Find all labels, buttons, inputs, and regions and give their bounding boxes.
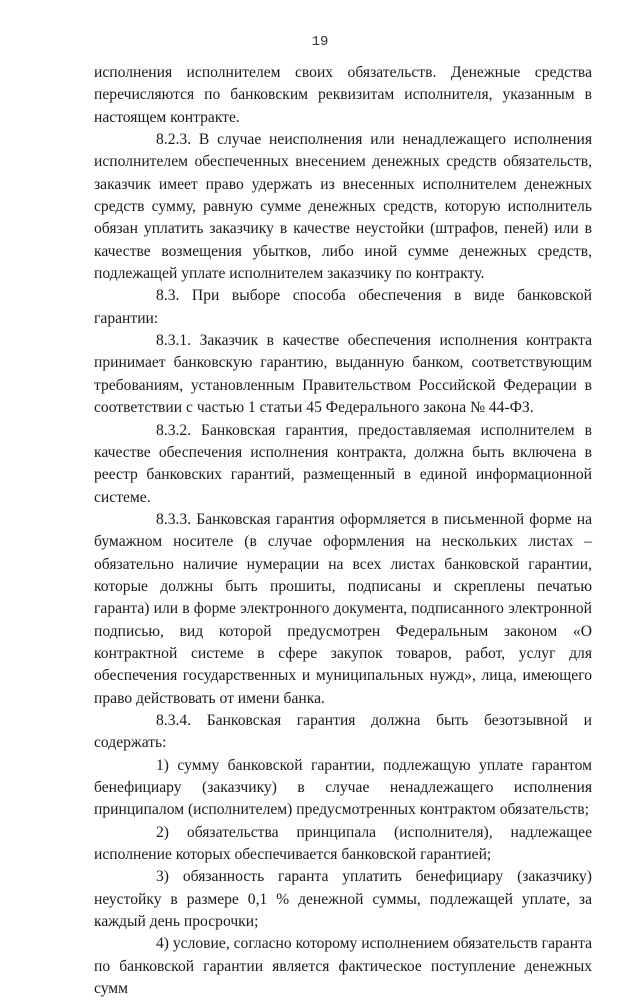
paragraph-continuation: исполнения исполнителем своих обязательств. Денежные средства перечисляются по банковским реквизитам исполнителя, указанным в настоящем контракте. <box>94 64 592 126</box>
paragraph-8-3-4: 8.3.4. Банковская гарантия должна быть безотзывной и содержать: <box>94 711 592 752</box>
list-item-3: 3) обязанность гаранта уплатить бенефициару (заказчику) неустойку в размере 0,1 % денежной суммы, подлежащей уплате, за каждый день просрочки; <box>94 868 592 931</box>
document-body <box>94 62 592 1000</box>
paragraph-8-3-2: 8.3.2. Банковская гарантия, предоставляемая исполнителем в качестве обеспечения исполнения контракта, должна быть включена в реестр банковских гарантий, размещенный в единой информационной системе. <box>94 421 592 506</box>
list-item-2: 2) обязательства принципала (исполнителя), надлежащее исполнение которых обеспечивается банковской гарантией; <box>94 823 592 864</box>
list-item-1: 1) сумму банковской гарантии, подлежащую уплате гарантом бенефициару (заказчику) в случае ненадлежащего исполнения принципалом (исполнителем) предусмотренных контрактом обязательств; <box>94 756 592 819</box>
paragraph-8-3: 8.3. При выборе способа обеспечения в виде банковской гарантии: <box>94 287 592 327</box>
paragraph-8-3-3: 8.3.3. Банковская гарантия оформляется в письменной форме на бумажном носителе (в случае оформления на нескольких листах – обязательно наличие нумерации на всех листах банковской гарантии, которые должны быть прошиты, подписаны и скреплены печатью гаранта) или в форме электронного документа, подписанного электронной подписью, вид которой предусмотрен Федеральным законом «О контрактной системе в сфере закупок товаров, работ, услуг для обеспечения государственных и муниципальных нужд», лица, имеющего право действовать от имени банка. <box>94 510 592 707</box>
paragraph-8-3-1: 8.3.1. Заказчик в качестве обеспечения исполнения контракта принимает банковскую гарантию, выданную банком, соответствующим требованиям, установленным Правительством Российской Федерации в соответствии с частью 1 статьи 45 Федерального закона № 44-ФЗ. <box>94 332 592 417</box>
list-item-4: 4) условие, согласно которому исполнением обязательств гаранта по банковской гарантии является фактическое поступление денежных сумм <box>94 935 592 998</box>
page-number: 19 <box>311 34 329 50</box>
paragraph-8-2-3: 8.2.3. В случае неисполнения или ненадлежащего исполнения исполнителем обеспеченных внесением денежных средств обязательств, заказчик имеет право удержать из внесенных исполнителем денежных средств сумму, равную сумме денежных средств, которую исполнитель обязан уплатить заказчику в качестве неустойки (штрафов, пеней) или в качестве возмещения убытков, либо иной сумме денежных средств, подлежащей уплате исполнителем заказчику по контракту. <box>94 131 592 283</box>
